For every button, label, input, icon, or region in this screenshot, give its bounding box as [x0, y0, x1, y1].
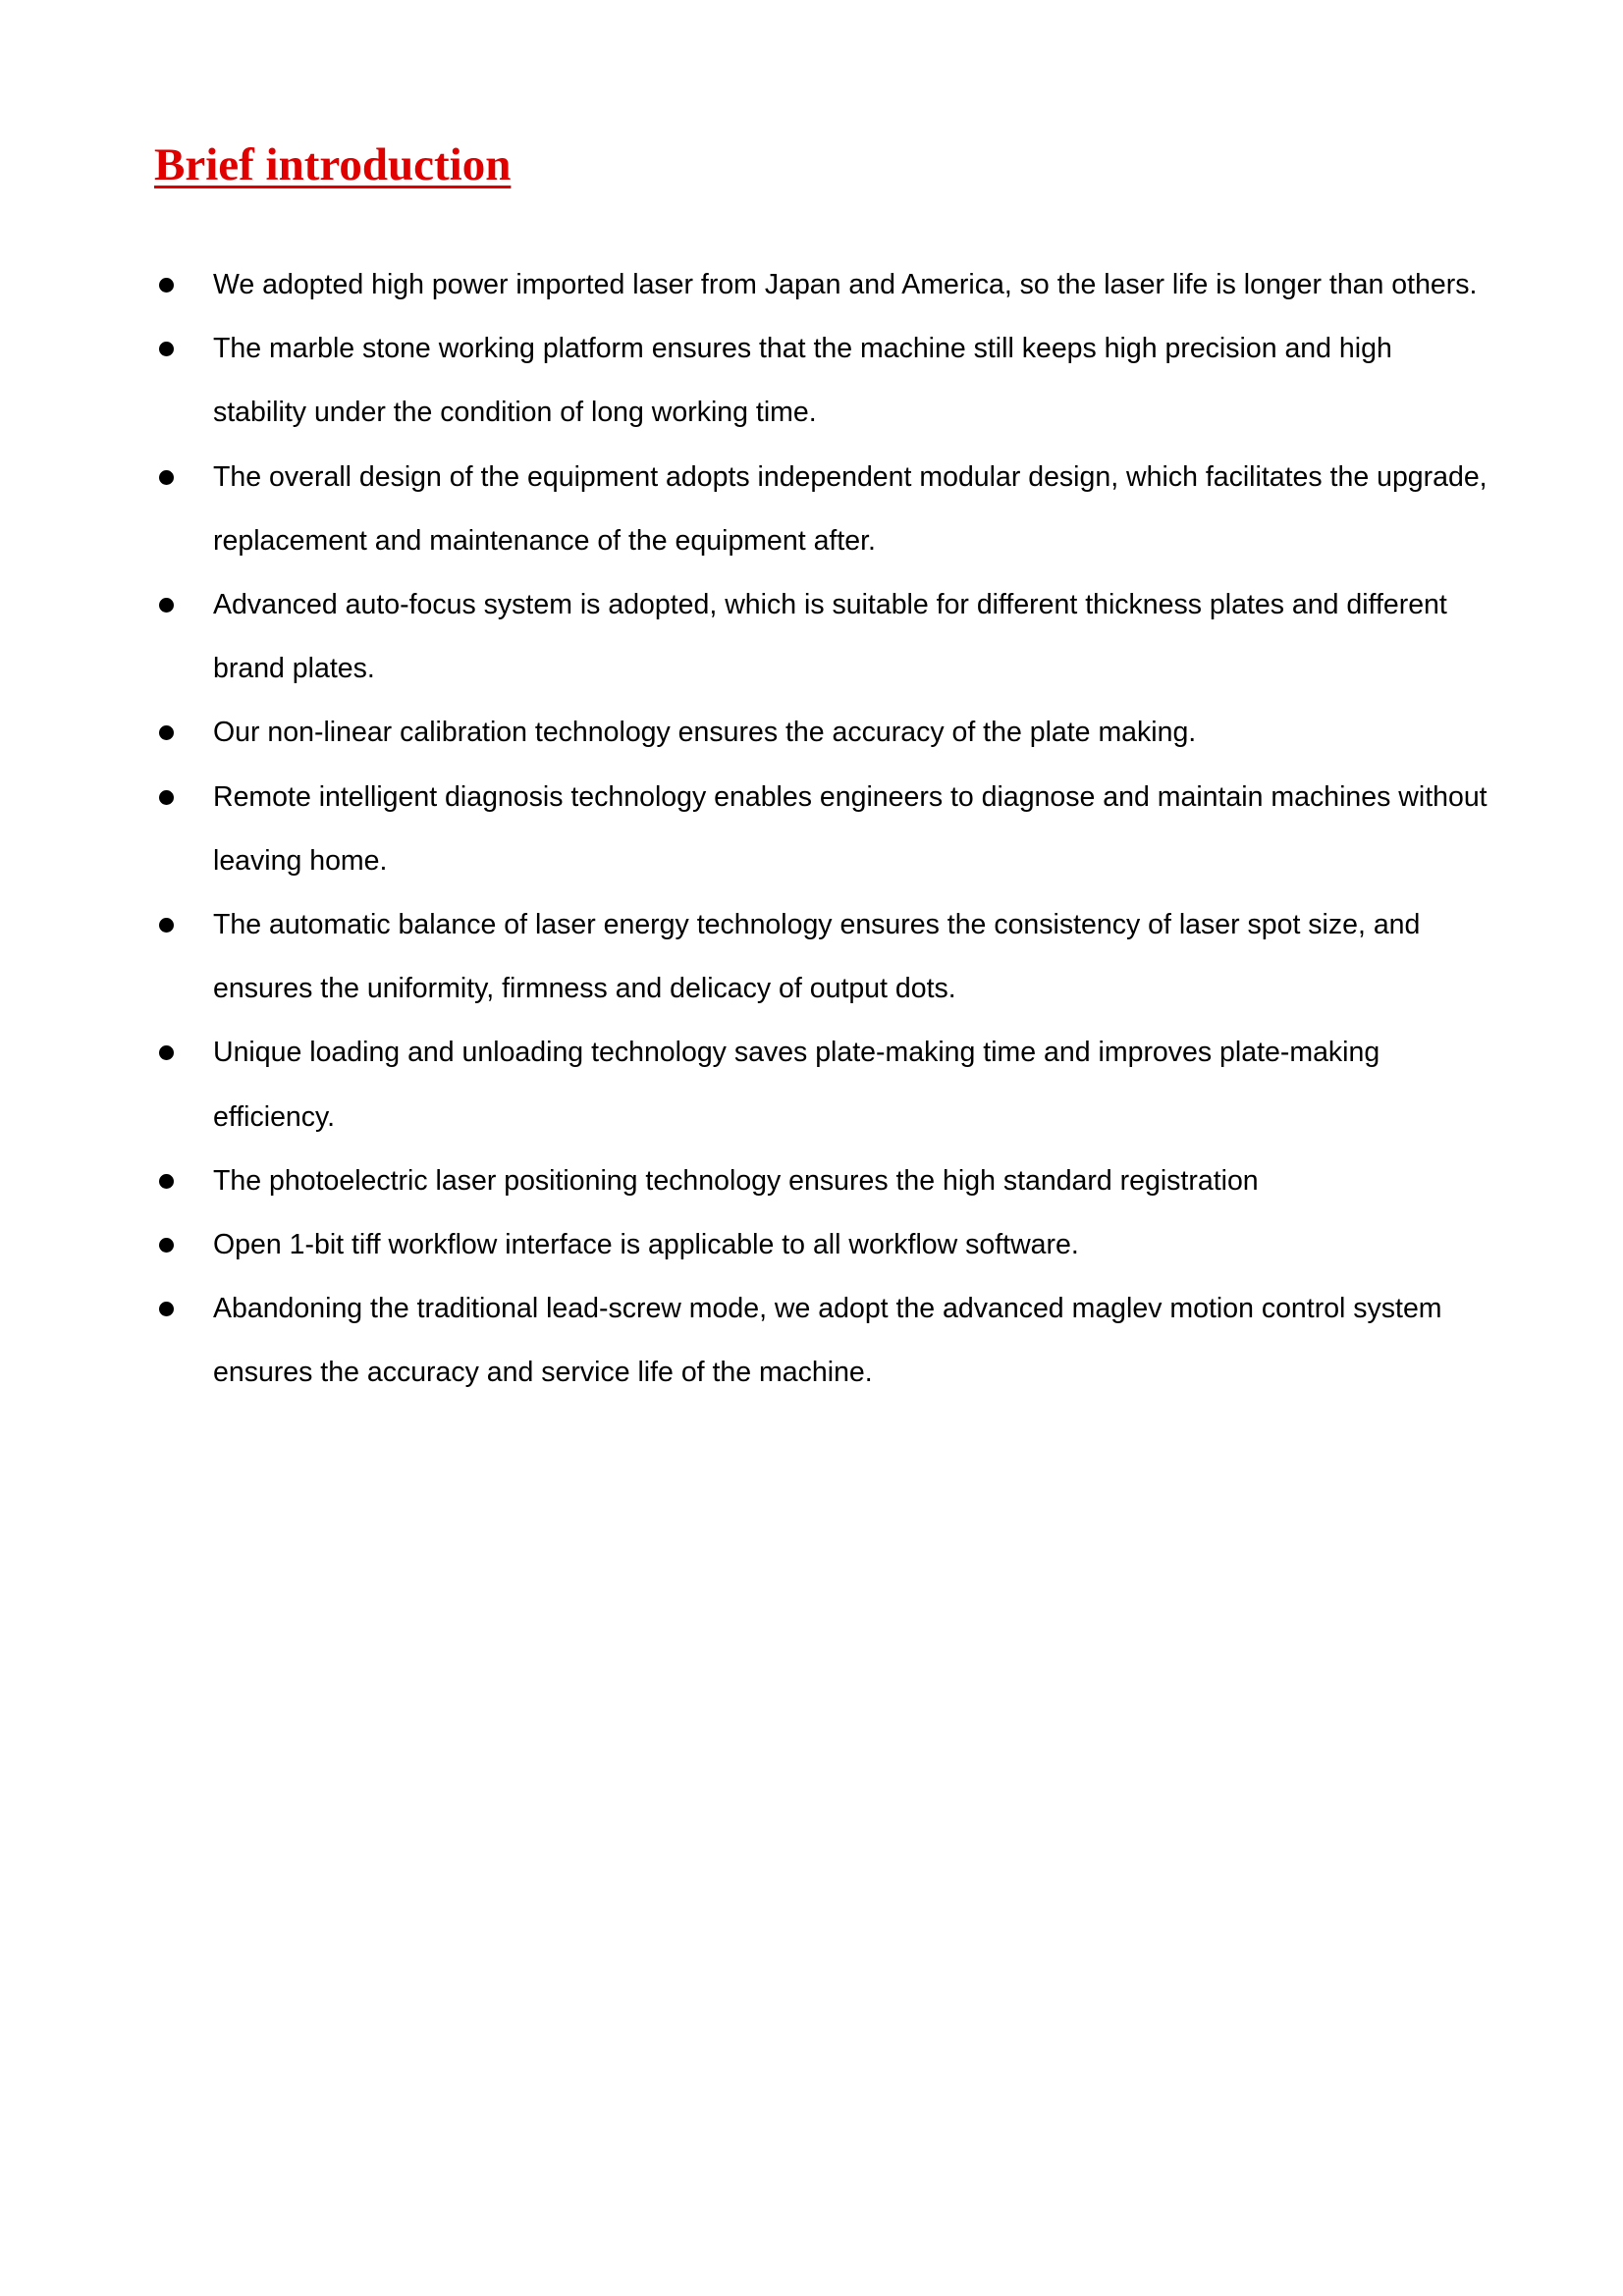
bullet-dot-icon [159, 278, 174, 293]
list-item-text: The photoelectric laser positioning technology ensures the high standard registration [213, 1164, 1259, 1197]
bullet-dot-icon [159, 790, 174, 805]
list-item [0, 573, 1489, 701]
bullet-dot-icon [159, 1045, 174, 1060]
list-item [0, 1213, 1489, 1277]
list-item [0, 1149, 1489, 1213]
list-item [0, 701, 1489, 765]
feature-list [0, 253, 1623, 1406]
list-item-text: Abandoning the traditional lead-screw mode, we adopt the advanced maglev motion control system ensures the accuracy and service life of the machine. [213, 1293, 1442, 1389]
page-title: Brief introduction [154, 139, 512, 190]
list-item [0, 766, 1489, 893]
list-item [0, 317, 1489, 445]
list-item [0, 446, 1489, 573]
bullet-dot-icon [159, 1302, 174, 1316]
bullet-dot-icon [159, 725, 174, 740]
list-item-text: Unique loading and unloading technology saves plate-making time and improves plate-making efficiency. [213, 1037, 1380, 1133]
bullet-dot-icon [159, 1174, 174, 1189]
list-item-text: The marble stone working platform ensures that the machine still keeps high precision and high stability under the condition of long working time. [213, 333, 1392, 429]
list-item [0, 253, 1489, 317]
bullet-dot-icon [159, 598, 174, 613]
list-item [0, 1021, 1489, 1148]
list-item-text: The overall design of the equipment adopts independent modular design, which facilitates the upgrade, replacement and maintenance of the equipment after. [213, 460, 1488, 557]
bullet-dot-icon [159, 1238, 174, 1253]
bullet-dot-icon [159, 342, 174, 356]
list-item-text: We adopted high power imported laser from Japan and America, so the laser life is longer than others. [213, 269, 1478, 300]
list-item-text: Open 1-bit tiff workflow interface is applicable to all workflow software. [213, 1229, 1079, 1261]
list-item [0, 893, 1489, 1021]
bullet-dot-icon [159, 470, 174, 485]
list-item [0, 1277, 1489, 1405]
bullet-dot-icon [159, 918, 174, 933]
list-item-text: Remote intelligent diagnosis technology enables engineers to diagnose and maintain machines without leaving home. [213, 780, 1488, 877]
list-item-text: The automatic balance of laser energy technology ensures the consistency of laser spot size, and ensures the uniformity, firmness and delicacy of output dots. [213, 909, 1421, 1005]
list-item-text: Advanced auto-focus system is adopted, which is suitable for different thickness plates and different brand plates. [213, 589, 1447, 685]
list-item-text: Our non-linear calibration technology ensures the accuracy of the plate making. [213, 717, 1197, 749]
